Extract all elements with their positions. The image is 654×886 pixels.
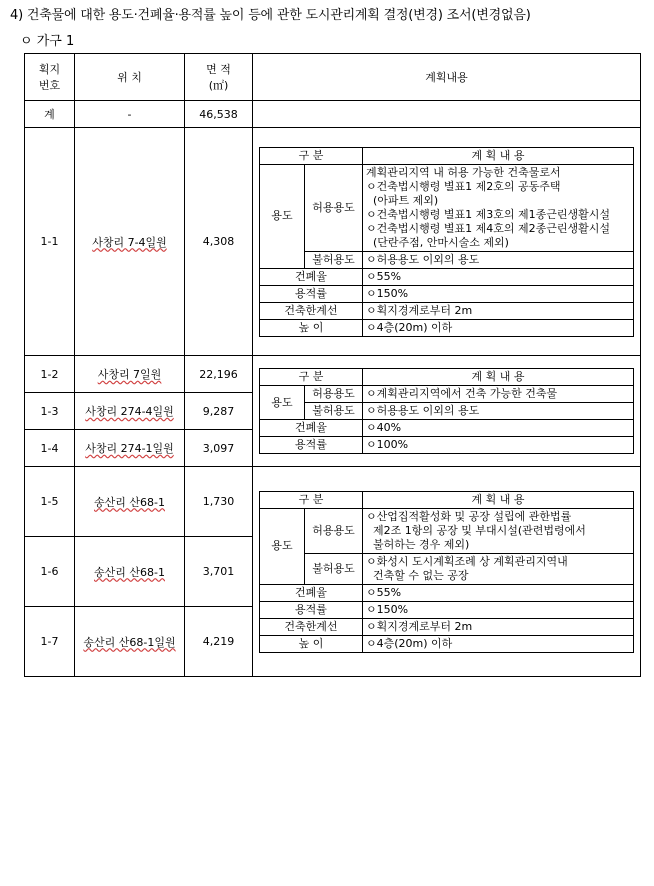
- lot-location-text: 사창리 7-4일원: [92, 235, 167, 249]
- allowed-content: [363, 508, 634, 553]
- plan-table: [24, 53, 641, 677]
- total-label: 계: [25, 101, 75, 128]
- allowed-line: (단란주점, 안마시술소 제외): [366, 235, 509, 249]
- allowed-line: ㅇ산업집적활성화 및 공장 설립에 관한법률: [366, 509, 572, 523]
- lot-area: 9,287: [185, 393, 253, 430]
- prohibited-label: 불허용도: [305, 403, 363, 420]
- allowed-label: 허용용도: [305, 508, 363, 553]
- use-label: 용도: [260, 164, 305, 268]
- allowed-content: ㅇ계획관리지역에서 건축 가능한 건축물: [363, 386, 634, 403]
- allowed-label: 허용용도: [305, 164, 363, 251]
- total-area: 46,538: [185, 101, 253, 128]
- content-header: 계 획 내 용: [363, 147, 634, 164]
- lot-location-text: 사창리 7일원: [97, 368, 162, 381]
- prohibited-label: 불허용도: [305, 251, 363, 268]
- height-label: 높 이: [260, 635, 363, 652]
- section-title: 4) 건축물에 대한 용도·건폐율·용적률 높이 등에 관한 도시관리계획 결정(변경) 조서(변경없음): [10, 8, 531, 23]
- category-header: 구 분: [260, 369, 363, 386]
- table-row: [25, 467, 641, 537]
- plan-cell-c: [253, 467, 641, 677]
- plan-subtable-a: [259, 147, 634, 337]
- header-area: 면 적 (㎡): [185, 54, 253, 101]
- lot-location: [75, 537, 185, 607]
- far-label: 용적률: [260, 437, 363, 454]
- lot-no: 1-5: [25, 467, 75, 537]
- header-lot-no: 획지 번호: [25, 54, 75, 101]
- building-line-label: 건축한계선: [260, 618, 363, 635]
- plan-cell-a: [253, 128, 641, 356]
- far-value: ㅇ150%: [363, 601, 634, 618]
- height-value: ㅇ4층(20m) 이하: [363, 635, 634, 652]
- allowed-line: 불허하는 경우 제외): [366, 537, 470, 551]
- height-value: ㅇ4층(20m) 이하: [363, 319, 634, 336]
- coverage-label: 건폐율: [260, 268, 363, 285]
- lot-location: [75, 356, 185, 393]
- prohibited-label: 불허용도: [305, 553, 363, 584]
- allowed-line: ㅇ건축법시행령 별표1 제2호의 공동주택: [366, 179, 561, 193]
- lot-location: [75, 128, 185, 356]
- lot-location-text: 송산리 산68-1일원: [83, 635, 176, 649]
- prohibited-content: [363, 553, 634, 584]
- category-header: 구 분: [260, 491, 363, 508]
- lot-no: 1-7: [25, 607, 75, 677]
- lot-location-text: 송산리 산68-1: [94, 565, 165, 579]
- use-label: 용도: [260, 386, 305, 420]
- prohibited-content: ㅇ허용용도 이외의 용도: [363, 251, 634, 268]
- block-subtitle: ㅇ 가구 1: [20, 34, 75, 49]
- lot-area: 3,701: [185, 537, 253, 607]
- total-location: -: [75, 101, 185, 128]
- content-header: 계 획 내 용: [363, 369, 634, 386]
- coverage-value: ㅇ55%: [363, 268, 634, 285]
- total-plan: [253, 101, 641, 128]
- header-row: [25, 54, 641, 101]
- header-plan: 계획내용: [253, 54, 641, 101]
- use-label: 용도: [260, 508, 305, 584]
- content-header: 계 획 내 용: [363, 491, 634, 508]
- allowed-label: 허용용도: [305, 386, 363, 403]
- total-row: [25, 101, 641, 128]
- table-row: [25, 356, 641, 393]
- coverage-value: ㅇ55%: [363, 584, 634, 601]
- allowed-line: 제2조 1항의 공장 및 부대시설(관련법령에서: [366, 523, 586, 537]
- prohibited-line: 건축할 수 없는 공장: [366, 568, 469, 582]
- lot-location-text: 송산리 산68-1: [94, 495, 165, 509]
- lot-no: 1-4: [25, 430, 75, 467]
- allowed-line: ㅇ건축법시행령 별표1 제3호의 제1종근린생활시설: [366, 207, 611, 221]
- coverage-label: 건폐율: [260, 584, 363, 601]
- lot-location: [75, 607, 185, 677]
- lot-location: [75, 430, 185, 467]
- plan-cell-b: [253, 356, 641, 467]
- allowed-line: 계획관리지역 내 허용 가능한 건축물로서: [366, 165, 561, 179]
- lot-no: 1-2: [25, 356, 75, 393]
- lot-location-text: 사창리 274-1일원: [85, 442, 174, 455]
- lot-location: [75, 393, 185, 430]
- plan-subtable-b: [259, 368, 634, 454]
- prohibited-line: ㅇ화성시 도시계획조례 상 계획관리지역내: [366, 554, 568, 568]
- lot-area: 4,308: [185, 128, 253, 356]
- coverage-value: ㅇ40%: [363, 420, 634, 437]
- far-label: 용적률: [260, 285, 363, 302]
- allowed-line: ㅇ건축법시행령 별표1 제4호의 제2종근린생활시설: [366, 221, 611, 235]
- far-label: 용적률: [260, 601, 363, 618]
- height-label: 높 이: [260, 319, 363, 336]
- lot-area: 22,196: [185, 356, 253, 393]
- building-line-label: 건축한계선: [260, 302, 363, 319]
- coverage-label: 건폐율: [260, 420, 363, 437]
- lot-location-text: 사창리 274-4일원: [85, 405, 174, 418]
- lot-no: 1-3: [25, 393, 75, 430]
- category-header: 구 분: [260, 147, 363, 164]
- lot-area: 4,219: [185, 607, 253, 677]
- lot-no: 1-6: [25, 537, 75, 607]
- lot-location: [75, 467, 185, 537]
- prohibited-content: ㅇ허용용도 이외의 용도: [363, 403, 634, 420]
- lot-area: 3,097: [185, 430, 253, 467]
- table-row: [25, 128, 641, 356]
- allowed-content: [363, 164, 634, 251]
- far-value: ㅇ100%: [363, 437, 634, 454]
- lot-no: 1-1: [25, 128, 75, 356]
- header-location: 위 치: [75, 54, 185, 101]
- plan-subtable-c: [259, 491, 634, 653]
- allowed-line: (아파트 제외): [366, 193, 439, 207]
- lot-area: 1,730: [185, 467, 253, 537]
- building-line-value: ㅇ획지경계로부터 2m: [363, 302, 634, 319]
- far-value: ㅇ150%: [363, 285, 634, 302]
- building-line-value: ㅇ획지경계로부터 2m: [363, 618, 634, 635]
